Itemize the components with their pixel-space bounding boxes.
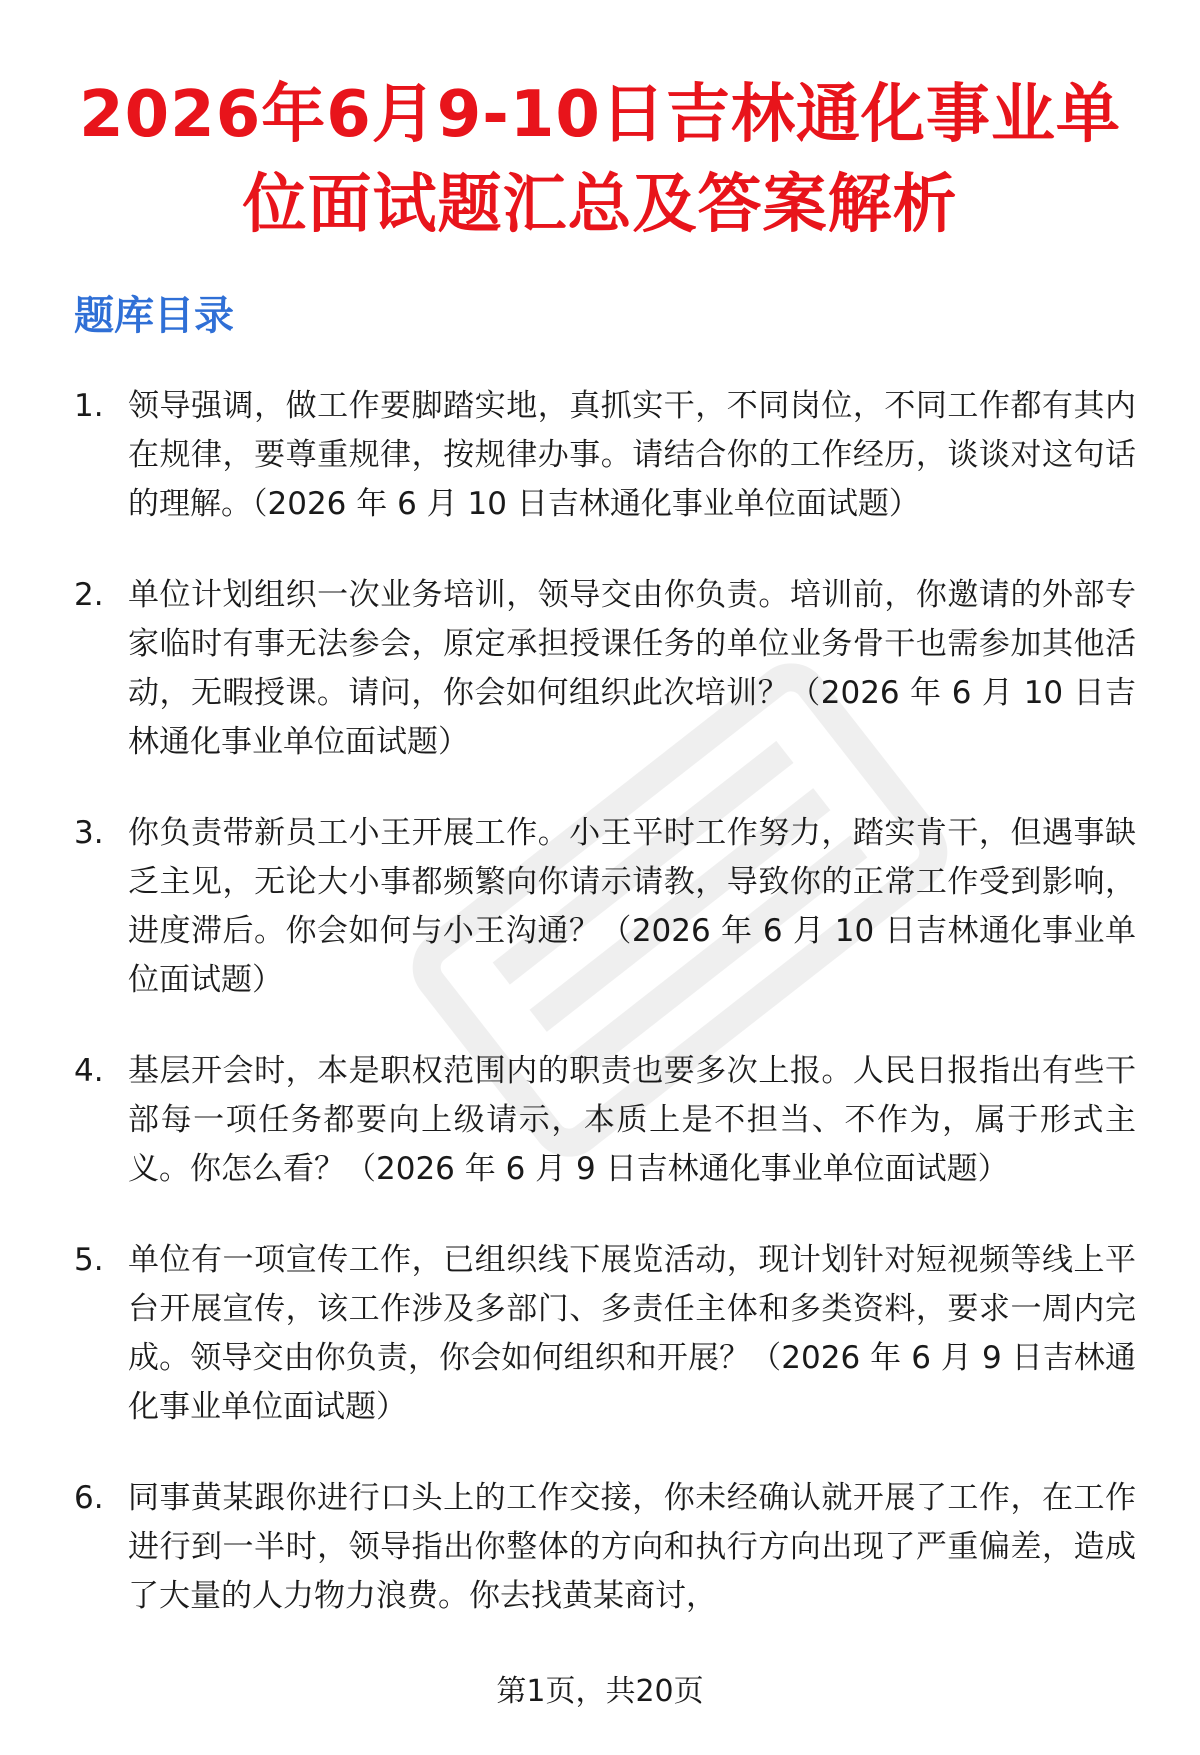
question-item-6 [74, 1474, 1136, 1621]
question-text: 单位计划组织一次业务培训，领导交由你负责。培训前，你邀请的外部专家临时有事无法参会，原定承担授课任务的单位业务骨干也需参加其他活动，无暇授课。请问，你会如何组织此次培训？（2026 年 6 月 10 日吉林通化事业单位面试题） [128, 577, 1136, 760]
question-text: 基层开会时，本是职权范围内的职责也要多次上报。人民日报指出有些干部每一项任务都要向上级请示，本质上是不担当、不作为，属于形式主义。你怎么看？（2026 年 6 月 9 日吉林通化事业单位面试题） [128, 1053, 1136, 1187]
question-text: 领导强调，做工作要脚踏实地，真抓实干，不同岗位，不同工作都有其内在规律，要尊重规律，按规律办事。请结合你的工作经历，谈谈对这句话的理解。（2026 年 6 月 10 日吉林通化事业单位面试题） [128, 388, 1136, 522]
question-item-5 [74, 1236, 1136, 1432]
question-text: 同事黄某跟你进行口头上的工作交接，你未经确认就开展了工作，在工作进行到一半时，领导指出你整体的方向和执行方向出现了严重偏差，造成了大量的人力物力浪费。你去找黄某商讨， [128, 1480, 1136, 1614]
section-heading: 题库目录 [74, 293, 234, 339]
question-number: 3. [74, 815, 104, 851]
question-number: 1. [74, 388, 104, 424]
document-title: 2026年6月9-10日吉林通化事业单位面试题汇总及答案解析 [79, 78, 1121, 242]
question-text: 你负责带新员工小王开展工作。小王平时工作努力，踏实肯干，但遇事缺乏主见，无论大小事都频繁向你请示请教，导致你的正常工作受到影响，进度滞后。你会如何与小王沟通？（2026 年 6 月 10 日吉林通化事业单位面试题） [128, 815, 1136, 998]
question-item-4 [74, 1047, 1136, 1194]
question-item-2 [74, 571, 1136, 767]
question-text: 单位有一项宣传工作，已组织线下展览活动，现计划针对短视频等线上平台开展宣传，该工作涉及多部门、多责任主体和多类资料，要求一周内完成。领导交由你负责，你会如何组织和开展？（2026 年 6 月 9 日吉林通化事业单位面试题） [128, 1242, 1136, 1425]
question-list [0, 382, 1200, 1621]
question-item-3 [74, 809, 1136, 1005]
question-number: 6. [74, 1480, 104, 1516]
question-number: 5. [74, 1242, 104, 1278]
question-item-1 [74, 382, 1136, 529]
question-number: 2. [74, 577, 104, 613]
page-footer: 第1页，共20页 [496, 1674, 704, 1709]
question-number: 4. [74, 1053, 104, 1089]
